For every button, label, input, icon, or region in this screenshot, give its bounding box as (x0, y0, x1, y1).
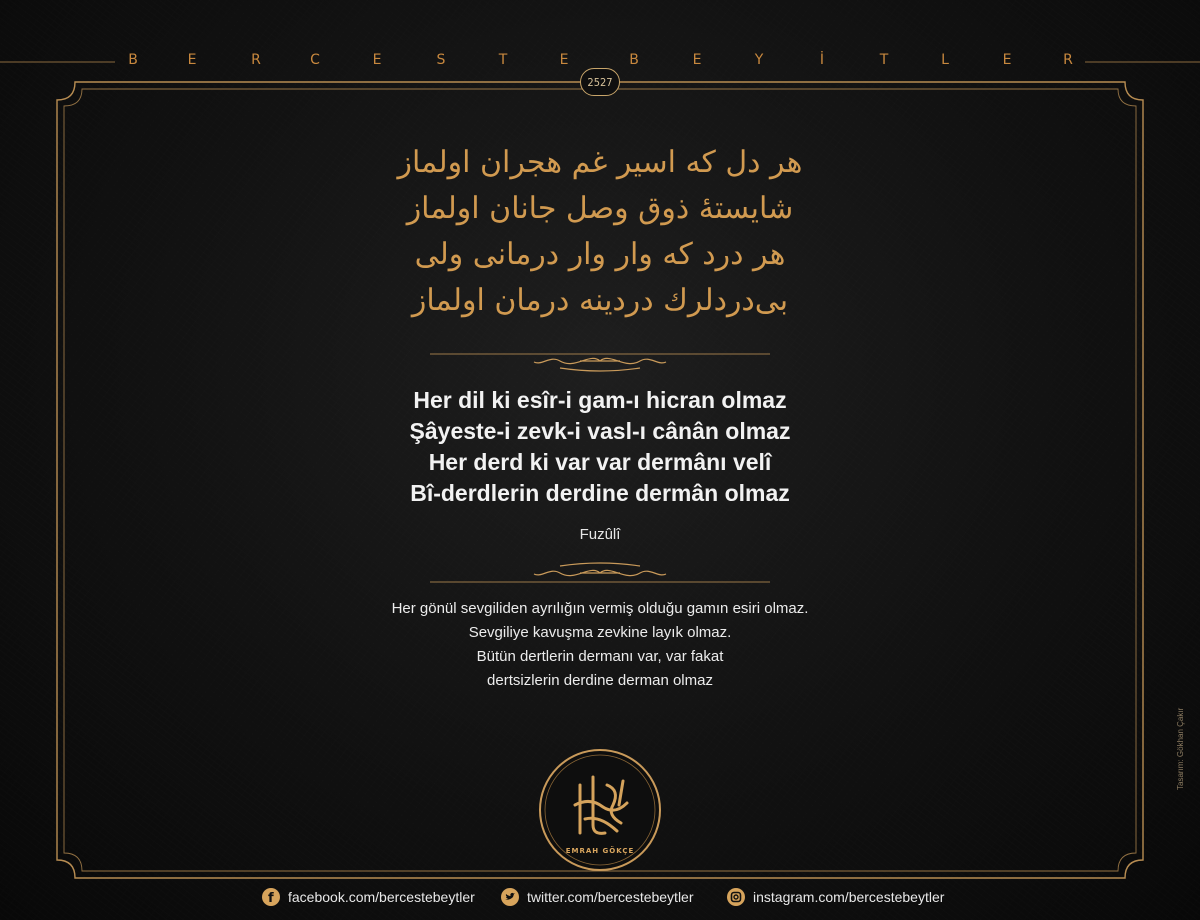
brand-letter: S (436, 52, 446, 68)
brand-letter: T (879, 52, 889, 68)
ornament-divider (430, 560, 770, 586)
social-links (0, 888, 1200, 910)
meaning-text (300, 597, 900, 693)
brand-letter: İ (819, 52, 825, 68)
transliteration-text (300, 385, 900, 509)
logo-name: EMRAH GÖKÇE (565, 847, 635, 855)
ottoman-text (300, 140, 900, 324)
facebook-link-label: facebook.com/bercestebeytler (288, 889, 475, 905)
brand-letter: E (187, 52, 197, 68)
brand-letter: E (372, 52, 382, 68)
brand-letter: E (559, 52, 569, 68)
twitter-link-label: twitter.com/bercestebeytler (527, 889, 694, 905)
brand-letter: C (310, 52, 320, 68)
couplet-number-badge: 2527 (580, 68, 620, 96)
design-credit: Tasarım: Gökhan Çakır (1176, 707, 1185, 790)
transliteration-line: Şâyeste-i zevk-i vasl-ı cânân olmaz (409, 418, 791, 444)
transliteration-line: Her derd ki var var dermânı velî (428, 449, 772, 475)
instagram-icon (727, 888, 745, 906)
brand-letter: E (692, 52, 702, 68)
brand-letter: L (941, 52, 949, 68)
svg-text:f: f (268, 891, 274, 906)
brand-letter: R (1063, 52, 1073, 68)
brand-letter: B (629, 52, 639, 68)
ottoman-line: شايستهٔ ذوق وصل جانان اولماز (406, 191, 794, 226)
transliteration-line: Bî-derdlerin derdine dermân olmaz (410, 480, 790, 506)
ottoman-line: بى‌دردلرك دردينه درمان اولماز (411, 283, 789, 318)
calligraphy-logo (535, 745, 665, 875)
brand-letter: Y (754, 52, 764, 68)
ornament-divider (430, 348, 770, 374)
brand-letter: B (128, 52, 138, 68)
facebook-link[interactable] (262, 888, 475, 906)
instagram-link[interactable] (727, 888, 944, 906)
brand-letter: T (498, 52, 508, 68)
twitter-link[interactable] (501, 888, 694, 906)
brand-letter: E (1002, 52, 1012, 68)
poet-name: Fuzûlî (579, 526, 621, 543)
brand-letter: R (251, 52, 261, 68)
twitter-icon (501, 888, 519, 906)
instagram-link-label: instagram.com/bercestebeytler (753, 889, 945, 905)
meaning-line: dertsizlerin derdine derman olmaz (487, 672, 713, 689)
transliteration-line: Her dil ki esîr-i gam-ı hicran olmaz (413, 387, 787, 413)
ottoman-line: هر درد كه وار وار درمانى ولى (414, 237, 786, 272)
meaning-line: Sevgiliye kavuşma zevkine layık olmaz. (468, 624, 732, 641)
facebook-icon (262, 888, 280, 906)
meaning-line: Her gönül sevgiliden ayrılığın vermiş olduğu gamın esiri olmaz. (391, 600, 809, 617)
ottoman-line: هر دل كه اسير غم هجران اولماز (397, 145, 803, 180)
meaning-line: Bütün dertlerin dermanı var, var fakat (476, 648, 724, 665)
